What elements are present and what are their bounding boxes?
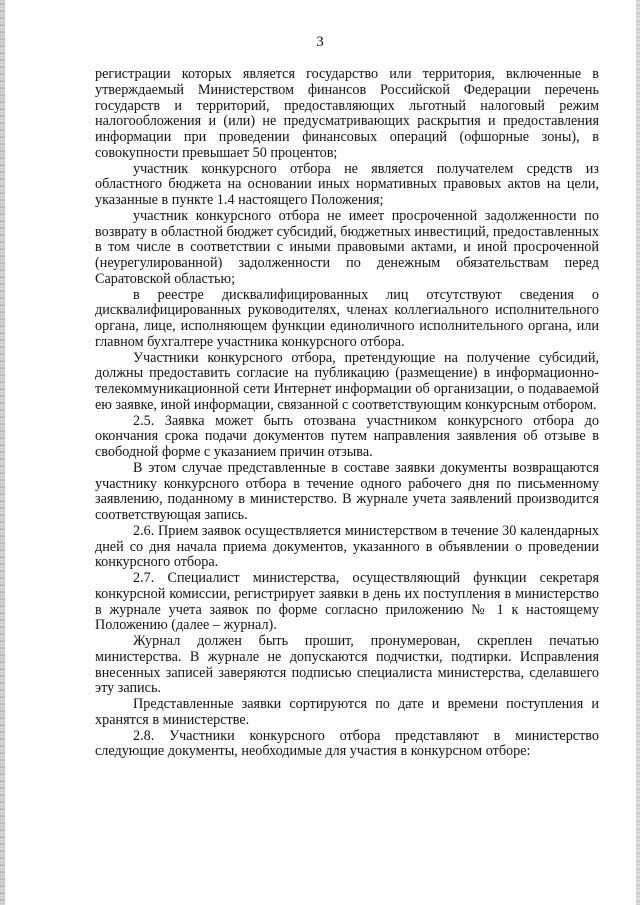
paragraph-4: в реестре дисквалифицированных лиц отсутствуют сведения о дисквалифицированных руководителях, членах коллегиального исполнительного органа, лице, исполняющем функции единоличного исполнительного органа, или главном бухгалтере участника конкурсного отбора. [95,286,599,350]
scan-edge-left [0,0,5,905]
paragraph-11: Представленные заявки сортируются по дате и времени поступления и хранятся в министерстве. [95,696,599,728]
paragraph-9: 2.7. Специалист министерства, осуществляющий функции секретаря конкурсной комиссии, регистрирует заявки в день их поступления в министерство в журнале учета заявок по форме согласно приложению № 1 к настоящему Положению (далее – журнал). [95,570,599,634]
paragraph-5: Участники конкурсного отбора, претендующие на получение субсидий, должны предоставить согласие на публикацию (размещение) в информационно-телекоммуникационной сети Интернет информации об организации, о подаваемой ею заявке, иной информации, связанной с соответствующим конкурсным отбором. [95,349,599,413]
paragraph-6: 2.5. Заявка может быть отозвана участником конкурсного отбора до окончания срока подачи документов путем направления заявления об отзыве в свободной форме с указанием причин отзыва. [95,412,599,460]
paragraph-1: регистрации которых является государство или территория, включенные в утверждаемый Министерством финансов Российской Федерации перечень государств и территорий, предоставляющих льготный налоговый режим налогообложения и (или) не предусматривающих раскрытия и предоставления информации при проведении финансовых операций (офшорные зоны), в совокупности превышает 50 процентов; [95,66,599,161]
page-number: 3 [316,34,324,50]
paragraph-7: В этом случае представленные в составе заявки документы возвращаются участнику конкурсного отбора в течение одного рабочего дня по письменному заявлению, поданному в министерство. В журнале учета заявлений производится соответствующая запись. [95,459,599,523]
scan-edge-right [636,0,640,905]
paragraph-8: 2.6. Прием заявок осуществляется министерством в течение 30 календарных дней со дня начала приема документов, указанного в объявлении о проведении конкурсного отбора. [95,522,599,571]
paragraph-3: участник конкурсного отбора не имеет просроченной задолженности по возврату в областной бюджет субсидий, бюджетных инвестиций, предоставленных в том числе в соответствии с иными правовыми актами, и иной просроченной (неурегулированной) задолженности по денежным обязательствам перед Саратовской областью; [95,207,599,287]
paragraph-2: участник конкурсного отбора не является получателем средств из областного бюджета на основании иных нормативных правовых актов на цели, указанные в пункте 1.4 настоящего Положения; [95,160,599,208]
paragraph-12: 2.8. Участники конкурсного отбора представляют в министерство следующие документы, необходимые для участия в конкурсном отборе: [95,727,599,760]
paragraph-10: Журнал должен быть прошит, пронумерован, скреплен печатью министерства. В журнале не допускаются подчистки, подтирки. Исправления внесенных записей заверяются подписью специалиста министерства, сделавшего эту запись. [95,633,599,697]
document-body [95,67,599,760]
